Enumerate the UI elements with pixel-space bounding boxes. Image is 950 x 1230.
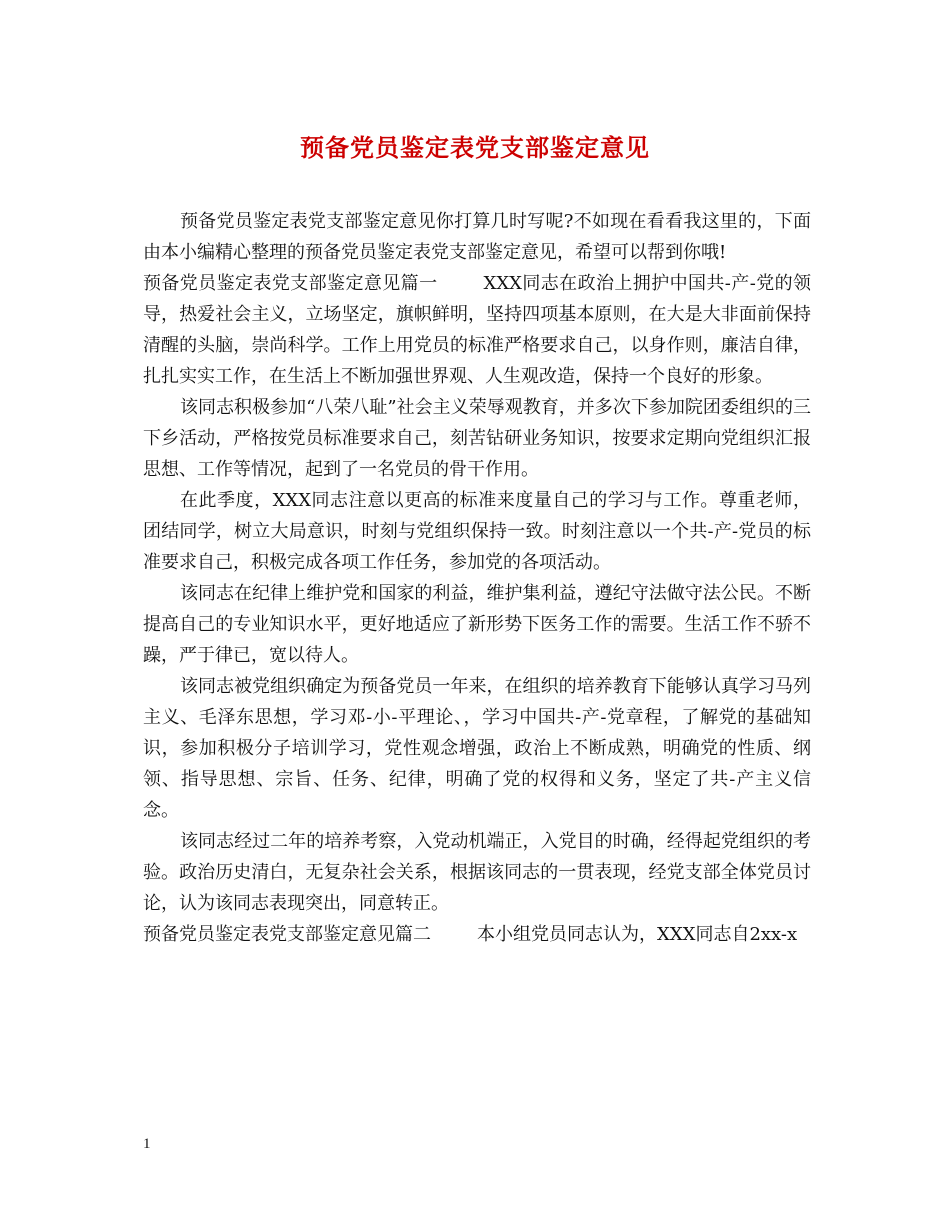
section-one-text: XXX同志在政治上拥护中国共-产-党的领导，热爱社会主义，立场坚定，旗帜鲜明，坚持四项基本原则，在大是大非面前保持清醒的头脑，崇尚科学。工作上用党员的标准严格要求自己，以身作则，廉洁自律，扎扎实实工作，在生活上不断加强世界观、人生观改造，保持一个良好的形象。 xyxy=(143,273,812,387)
section-one xyxy=(143,268,811,392)
section-two xyxy=(143,919,811,950)
body-paragraph: 该同志经过二年的培养考察，入党动机端正，入党目的时确，经得起党组织的考验。政治历史清白，无复杂社会关系，根据该同志的一贯表现，经党支部全体党员讨论，认为该同志表现突出，同意转正。 xyxy=(143,831,811,914)
page-number: 1 xyxy=(143,1136,151,1152)
section-two-text: 本小组党员同志认为，XXX同志自2xx-x xyxy=(477,924,798,945)
intro-paragraph: 预备党员鉴定表党支部鉴定意见你打算几时写呢?不如现在看看我这里的，下面由本小编精心整理的预备党员鉴定表党支部鉴定意见，希望可以帮到你哦! xyxy=(143,211,811,263)
body-paragraph: 该同志被党组织确定为预备党员一年来，在组织的培养教育下能够认真学习马列主义、毛泽东思想，学习邓-小-平理论、，学习中国共-产-党章程，了解党的基础知识，参加积极分子培训学习，党性观念增强，政治上不断成熟，明确党的性质、纲领、指导思想、宗旨、任务、纪律，明确了党的权得和义务，坚定了共-产主义信念。 xyxy=(143,676,811,821)
body-paragraph: 该同志在纪律上维护党和国家的利益，维护集利益，遵纪守法做守法公民。不断提高自己的专业知识水平，更好地适应了新形势下医务工作的需要。生活工作不骄不躁，严于律已，宽以待人。 xyxy=(143,583,811,666)
body-paragraph: 在此季度，XXX同志注意以更高的标准来度量自己的学习与工作。尊重老师，团结同学，树立大局意识，时刻与党组织保持一致。时刻注意以一个共-产-党员的标准要求自己，积极完成各项工作任务，参加党的各项活动。 xyxy=(143,490,811,573)
document-body xyxy=(143,206,811,950)
section-two-label: 预备党员鉴定表党支部鉴定意见篇二 xyxy=(143,924,431,945)
section-one-label: 预备党员鉴定表党支部鉴定意见篇一 xyxy=(143,273,438,294)
body-paragraph: 该同志积极参加“八荣八耻”社会主义荣辱观教育，并多次下参加院团委组织的三下乡活动，严格按党员标准要求自己，刻苦钻研业务知识，按要求定期向党组织汇报思想、工作等情况，起到了一名党员的骨干作用。 xyxy=(143,397,811,480)
document-title: 预备党员鉴定表党支部鉴定意见 xyxy=(300,133,650,162)
